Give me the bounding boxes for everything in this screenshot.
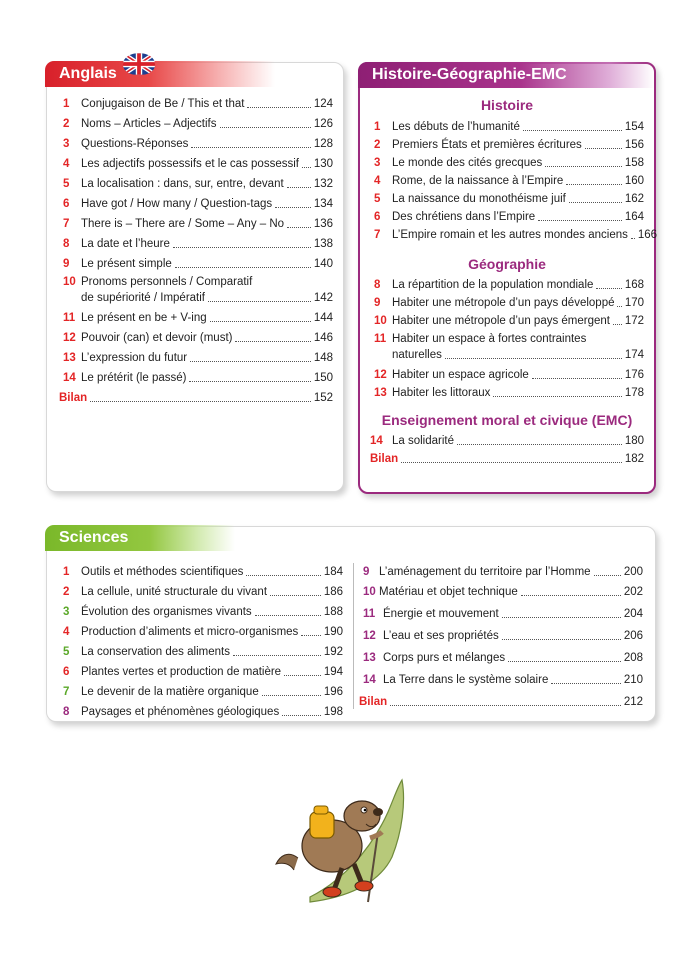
leader-dots bbox=[270, 595, 321, 596]
entry-page: 144 bbox=[313, 312, 333, 324]
entry-number: 10 bbox=[374, 315, 387, 327]
entry-title: La localisation : dans, sur, entre, devant bbox=[81, 178, 284, 190]
entry-title: Le présent en be + V-ing bbox=[81, 312, 207, 324]
leader-dots bbox=[220, 127, 311, 128]
entry-number: 12 bbox=[63, 332, 76, 344]
entry-number: 3 bbox=[374, 157, 381, 169]
entry-number: 9 bbox=[374, 297, 381, 309]
entry-number: 14 bbox=[363, 674, 376, 686]
entry-title: Habiter un espace agricole bbox=[392, 369, 529, 381]
entry-title: Habiter une métropole d’un pays émergent bbox=[392, 315, 610, 327]
leader-dots bbox=[210, 321, 311, 322]
entry-number: 1 bbox=[63, 98, 70, 110]
leader-dots bbox=[401, 462, 622, 463]
leader-dots bbox=[287, 187, 311, 188]
entry-title: La Terre dans le système solaire bbox=[383, 674, 549, 686]
leader-dots bbox=[284, 675, 321, 676]
toc-entry-line2[interactable] bbox=[81, 291, 333, 305]
entry-page: 128 bbox=[313, 138, 333, 150]
toc-entry[interactable] bbox=[63, 217, 333, 231]
leader-dots bbox=[287, 227, 311, 228]
entry-page: 124 bbox=[313, 98, 333, 110]
entry-number: 1 bbox=[374, 121, 381, 133]
entry-number: 8 bbox=[63, 238, 70, 250]
entry-number: 10 bbox=[63, 276, 76, 288]
entry-title: Habiter un espace à fortes contraintes bbox=[392, 333, 587, 345]
leader-dots bbox=[594, 575, 621, 576]
entry-page: 140 bbox=[313, 258, 333, 270]
histoire-geo-section bbox=[358, 62, 656, 494]
toc-entry[interactable] bbox=[63, 331, 333, 345]
toc-entry[interactable] bbox=[63, 645, 343, 659]
toc-entry-line1[interactable] bbox=[374, 332, 586, 346]
entry-page: 182 bbox=[624, 453, 644, 465]
entry-title: Production d’aliments et micro-organismes bbox=[81, 626, 299, 638]
entry-title: Corps purs et mélanges bbox=[383, 652, 506, 664]
histoire-heading: Histoire bbox=[480, 97, 534, 113]
entry-page: 194 bbox=[323, 666, 343, 678]
leader-dots bbox=[302, 167, 311, 168]
leader-dots bbox=[282, 715, 321, 716]
entry-title: Matériau et objet technique bbox=[379, 586, 518, 598]
entry-number: 8 bbox=[63, 706, 70, 718]
entry-page: 212 bbox=[623, 696, 643, 708]
entry-title: Le devenir de la matière organique bbox=[81, 686, 259, 698]
entry-title: Le prétérit (le passé) bbox=[81, 372, 187, 384]
entry-page: 158 bbox=[624, 157, 644, 169]
entry-title: Outils et méthodes scientifiques bbox=[81, 566, 244, 578]
entry-title: Conjugaison de Be / This et that bbox=[81, 98, 245, 110]
entry-title: Les débuts de l’humanité bbox=[392, 121, 520, 133]
toc-entry[interactable] bbox=[363, 651, 643, 665]
entry-title: Questions-Réponses bbox=[81, 138, 189, 150]
leader-dots bbox=[502, 617, 621, 618]
entry-page: 186 bbox=[323, 586, 343, 598]
toc-entry[interactable] bbox=[63, 665, 343, 679]
entry-title: L’eau et ses propriétés bbox=[383, 630, 499, 642]
toc-entry[interactable] bbox=[63, 685, 343, 699]
entry-title: La date et l’heure bbox=[81, 238, 170, 250]
entry-page: 180 bbox=[624, 435, 644, 447]
entry-page: 154 bbox=[624, 121, 644, 133]
entry-number: 7 bbox=[63, 218, 70, 230]
entry-page: 184 bbox=[323, 566, 343, 578]
entry-number: 13 bbox=[63, 352, 76, 364]
entry-number: 5 bbox=[374, 193, 381, 205]
entry-page: 172 bbox=[624, 315, 644, 327]
entry-title: L’aménagement du territoire par l’Homme bbox=[379, 566, 591, 578]
leader-dots bbox=[532, 378, 622, 379]
leader-dots bbox=[262, 695, 321, 696]
toc-entry[interactable] bbox=[363, 607, 643, 621]
geographie-heading: Géographie bbox=[468, 256, 546, 272]
entry-title: Habiter les littoraux bbox=[392, 387, 491, 399]
entry-page: 190 bbox=[323, 626, 343, 638]
entry-number: 6 bbox=[374, 211, 381, 223]
entry-page: 210 bbox=[623, 674, 643, 686]
toc-entry[interactable] bbox=[374, 296, 644, 310]
entry-page: 198 bbox=[323, 706, 343, 718]
leader-dots bbox=[189, 381, 310, 382]
toc-entry[interactable] bbox=[63, 605, 343, 619]
entry-number: 9 bbox=[63, 258, 70, 270]
toc-entry[interactable] bbox=[63, 97, 333, 111]
mole-hiker-illustration bbox=[270, 772, 420, 906]
sciences-header: Sciences bbox=[45, 525, 235, 551]
leader-dots bbox=[191, 147, 310, 148]
toc-entry[interactable] bbox=[374, 192, 644, 206]
leader-dots bbox=[246, 575, 320, 576]
entry-title: Évolution des organismes vivants bbox=[81, 606, 252, 618]
toc-entry[interactable] bbox=[63, 625, 343, 639]
entry-page: 156 bbox=[624, 139, 644, 151]
entry-page: 178 bbox=[624, 387, 644, 399]
entry-number: 12 bbox=[363, 630, 376, 642]
entry-page: 164 bbox=[624, 211, 644, 223]
leader-dots bbox=[617, 306, 621, 307]
entry-title: Noms – Articles – Adjectifs bbox=[81, 118, 217, 130]
sciences-section bbox=[46, 526, 656, 722]
toc-entry[interactable] bbox=[63, 177, 333, 191]
leader-dots bbox=[493, 396, 621, 397]
toc-entry[interactable] bbox=[63, 351, 333, 365]
leader-dots bbox=[301, 635, 321, 636]
entry-page: 126 bbox=[313, 118, 333, 130]
entry-number: 12 bbox=[374, 369, 387, 381]
entry-title: Premiers États et premières écritures bbox=[392, 139, 582, 151]
entry-number: 14 bbox=[370, 435, 383, 447]
entry-number: 13 bbox=[363, 652, 376, 664]
entry-page: 138 bbox=[313, 238, 333, 250]
entry-number: 11 bbox=[374, 333, 387, 345]
histoire-geo-header: Histoire-Géographie-EMC bbox=[358, 62, 654, 88]
toc-entry[interactable] bbox=[374, 314, 644, 328]
entry-title: Have got / How many / Question-tags bbox=[81, 198, 273, 210]
entry-number: 8 bbox=[374, 279, 381, 291]
entry-number: 11 bbox=[63, 312, 76, 324]
entry-title: La solidarité bbox=[392, 435, 455, 447]
entry-page: 150 bbox=[313, 372, 333, 384]
entry-page: 136 bbox=[313, 218, 333, 230]
toc-entry[interactable] bbox=[363, 673, 643, 687]
leader-dots bbox=[190, 361, 311, 362]
anglais-header: Anglais bbox=[45, 61, 275, 87]
entry-number: 4 bbox=[374, 175, 381, 187]
toc-entry[interactable] bbox=[374, 138, 644, 152]
entry-number: 4 bbox=[63, 158, 70, 170]
entry-title: Rome, de la naissance à l’Empire bbox=[392, 175, 564, 187]
entry-number: 3 bbox=[63, 138, 70, 150]
entry-title: Pouvoir (can) et devoir (must) bbox=[81, 332, 233, 344]
leader-dots bbox=[457, 444, 622, 445]
leader-dots bbox=[585, 148, 622, 149]
toc-entry[interactable] bbox=[374, 278, 644, 292]
entry-title: Paysages et phénomènes géologiques bbox=[81, 706, 280, 718]
emc-heading: Enseignement moral et civique (EMC) bbox=[381, 412, 633, 428]
entry-title: Énergie et mouvement bbox=[383, 608, 499, 620]
entry-title-cont: naturelles bbox=[392, 349, 442, 361]
entry-number: 14 bbox=[63, 372, 76, 384]
leader-dots bbox=[521, 595, 621, 596]
toc-entry[interactable] bbox=[374, 368, 644, 382]
entry-page: 206 bbox=[623, 630, 643, 642]
entry-page: 200 bbox=[623, 566, 643, 578]
toc-entry-line2[interactable] bbox=[392, 348, 644, 362]
leader-dots bbox=[596, 288, 621, 289]
entry-number: 5 bbox=[63, 646, 70, 658]
toc-entry[interactable] bbox=[374, 210, 644, 224]
leader-dots bbox=[233, 655, 321, 656]
entry-page: 204 bbox=[623, 608, 643, 620]
entry-page: 176 bbox=[624, 369, 644, 381]
bilan-entry[interactable] bbox=[359, 695, 643, 709]
toc-entry[interactable] bbox=[63, 705, 343, 719]
leader-dots bbox=[90, 401, 311, 402]
entry-number: 11 bbox=[363, 608, 376, 620]
leader-dots bbox=[566, 184, 622, 185]
entry-number: 2 bbox=[374, 139, 381, 151]
bilan-label: Bilan bbox=[370, 453, 399, 465]
bilan-label: Bilan bbox=[359, 696, 388, 708]
entry-title: L’Empire romain et les autres mondes anciens bbox=[392, 229, 628, 241]
anglais-section bbox=[46, 62, 344, 492]
toc-entry[interactable] bbox=[63, 157, 333, 171]
entry-number: 2 bbox=[63, 118, 70, 130]
toc-entry[interactable] bbox=[363, 565, 643, 579]
leader-dots bbox=[551, 683, 620, 684]
entry-number: 9 bbox=[363, 566, 370, 578]
leader-dots bbox=[175, 267, 311, 268]
entry-title: Le présent simple bbox=[81, 258, 172, 270]
toc-entry[interactable] bbox=[374, 120, 644, 134]
leader-dots bbox=[502, 639, 621, 640]
leader-dots bbox=[247, 107, 310, 108]
entry-page: 142 bbox=[313, 292, 333, 304]
leader-dots bbox=[523, 130, 622, 131]
entry-number: 10 bbox=[363, 586, 376, 598]
leader-dots bbox=[508, 661, 621, 662]
entry-title: La cellule, unité structurale du vivant bbox=[81, 586, 268, 598]
toc-entry[interactable] bbox=[363, 585, 643, 599]
entry-title: L’expression du futur bbox=[81, 352, 188, 364]
entry-number: 13 bbox=[374, 387, 387, 399]
leader-dots bbox=[631, 238, 635, 239]
toc-entry[interactable] bbox=[63, 237, 333, 251]
toc-entry[interactable] bbox=[374, 174, 644, 188]
bilan-label: Bilan bbox=[59, 392, 88, 404]
entry-title: There is – There are / Some – Any – No bbox=[81, 218, 285, 230]
entry-page: 146 bbox=[313, 332, 333, 344]
entry-title: Les adjectifs possessifs et le cas possessif bbox=[81, 158, 299, 170]
bilan-entry[interactable] bbox=[59, 391, 333, 405]
entry-title: Plantes vertes et production de matière bbox=[81, 666, 282, 678]
leader-dots bbox=[208, 301, 311, 302]
toc-entry[interactable] bbox=[370, 434, 644, 448]
toc-entry[interactable] bbox=[374, 156, 644, 170]
entry-title-cont: de supériorité / Impératif bbox=[81, 292, 206, 304]
entry-number: 3 bbox=[63, 606, 70, 618]
entry-number: 7 bbox=[63, 686, 70, 698]
entry-title: Pronoms personnels / Comparatif bbox=[81, 276, 253, 288]
entry-number: 1 bbox=[63, 566, 70, 578]
entry-page: 162 bbox=[624, 193, 644, 205]
entry-page: 130 bbox=[313, 158, 333, 170]
toc-entry[interactable] bbox=[363, 629, 643, 643]
entry-title: Des chrétiens dans l’Empire bbox=[392, 211, 536, 223]
entry-page: 174 bbox=[624, 349, 644, 361]
toc-entry[interactable] bbox=[63, 311, 333, 325]
leader-dots bbox=[235, 341, 310, 342]
entry-number: 6 bbox=[63, 666, 70, 678]
toc-entry[interactable] bbox=[63, 117, 333, 131]
entry-page: 208 bbox=[623, 652, 643, 664]
entry-title: Habiter une métropole d’un pays développé bbox=[392, 297, 615, 309]
entry-title: La répartition de la population mondiale bbox=[392, 279, 594, 291]
entry-page: 134 bbox=[313, 198, 333, 210]
entry-number: 4 bbox=[63, 626, 70, 638]
leader-dots bbox=[390, 705, 621, 706]
entry-page: 160 bbox=[624, 175, 644, 187]
entry-title: La naissance du monothéisme juif bbox=[392, 193, 566, 205]
leader-dots bbox=[445, 358, 622, 359]
toc-entry[interactable] bbox=[63, 371, 333, 385]
leader-dots bbox=[255, 615, 321, 616]
entry-page: 188 bbox=[323, 606, 343, 618]
entry-number: 7 bbox=[374, 229, 381, 241]
entry-page: 148 bbox=[313, 352, 333, 364]
leader-dots bbox=[275, 207, 311, 208]
leader-dots bbox=[613, 324, 622, 325]
leader-dots bbox=[538, 220, 622, 221]
column-divider bbox=[353, 563, 354, 709]
toc-entry[interactable] bbox=[374, 386, 644, 400]
leader-dots bbox=[545, 166, 622, 167]
entry-page: 202 bbox=[623, 586, 643, 598]
entry-page: 196 bbox=[323, 686, 343, 698]
bilan-entry[interactable] bbox=[370, 452, 644, 466]
leader-dots bbox=[569, 202, 622, 203]
entry-number: 2 bbox=[63, 586, 70, 598]
toc-entry[interactable] bbox=[63, 137, 333, 151]
toc-entry[interactable] bbox=[63, 585, 343, 599]
entry-page: 152 bbox=[313, 392, 333, 404]
toc-entry[interactable] bbox=[63, 197, 333, 211]
entry-page: 168 bbox=[624, 279, 644, 291]
uk-flag-icon bbox=[123, 53, 155, 75]
entry-page: 166 bbox=[637, 229, 658, 241]
entry-page: 170 bbox=[624, 297, 644, 309]
entry-title: Le monde des cités grecques bbox=[392, 157, 543, 169]
entry-page: 132 bbox=[313, 178, 333, 190]
entry-title: La conservation des aliments bbox=[81, 646, 230, 658]
entry-page: 192 bbox=[323, 646, 343, 658]
toc-entry[interactable] bbox=[63, 257, 333, 271]
entry-number: 6 bbox=[63, 198, 70, 210]
toc-entry[interactable] bbox=[374, 228, 658, 242]
entry-number: 5 bbox=[63, 178, 70, 190]
leader-dots bbox=[173, 247, 311, 248]
toc-entry-line1[interactable] bbox=[63, 275, 252, 289]
toc-entry[interactable] bbox=[63, 565, 343, 579]
